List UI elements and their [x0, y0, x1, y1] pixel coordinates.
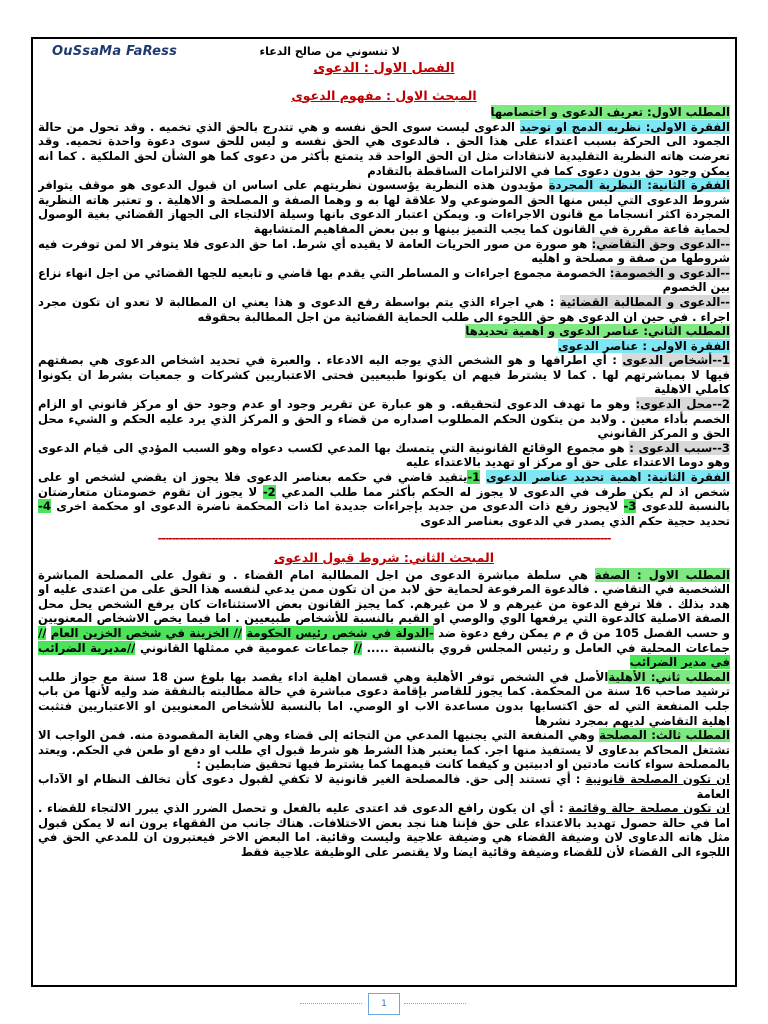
paragraph: 2--محل الدعوى: وهو ما تهدف الدعوى لتحقيقه. و هو عبارة عن تقرير وجود او عدم وجود حق او مركز قانوني او الزام الخصم بأداء معين . ولابد من يتكون الحكم المطلوب اصداره من قضاء و الحق و المركز الذي يرد عليه الحكم و الشيء محل الحق و المركز القانوني	[38, 397, 730, 441]
section-title-2: المبحث الثاني: شروط قبول الدعوى	[273, 550, 495, 565]
paragraph: الفقرة الاولى: نظريه الدمج او توحيد الدعوى ليست سوى الحق نفسه و هي تتدرج بالحق الذي تخميه . وقد تحول من حالة الجمود الى الحركة بسبب اعتداء على هذا الحق . فالدعوى هي الحق نفسه و ليس للحق سوى دعوة واحدة تحميه. وقد تعرضت هاته النظرية التقليدية لانتقادات مثل ان الحق الواحد قد يتمتع بأكثر من دعوى كما هو الشأن لحق الملكية . كما انه يمكن وجود حق بدون دعوى كما في الالتزامات الساقطة بالتقادم	[38, 119, 730, 178]
paragraph: الفقرة الثانية: اهمية تحديد عناصر الدعوى 1-يتقيد قاضي في حكمه بعناصر الدعوى فلا يجوز ان يقضي لشخص او على شخص اذ لم يكن طرف في الدعوى لا يجوز له الحكم بأكثر مما طلب المدعي 2- لا يجوز ان تقوم خصومتان متعارضتان بالنسبة للدعوى 3- لايجوز رفع ذات الدعوى من جديد بإجراءات جديدة اما ذات المحكمة ناضرة الدعوى او محكمة اخرى 4-تحديد حجية حكم الذي يصدر في الدعوى بعناصر الدعوى	[38, 470, 730, 528]
paragraph: المطلب ثالث: المصلحة وهي المنفعة التي يجنيها المدعي من التجائه إلى قضاء وهي الغاية المقصودة منه. فمن الواجب الا تشتغل المحاكم بدعاوى لا يستفيذ منها اجر. كما يعتبر هذا الشرط هو شرط قبول اي طلب او دفع او طعن في الحكم. ويعتد بالمصلحة سواء كانت مادتين او ادبيتين و كيفما كانت قيمهما كما يشترط فيها تحقيق ضابطين :	[38, 728, 730, 772]
paragraph: --الدعوى و المطالبة القضائية : هي اجراء الذي يتم بواسطة رفع الدعوى و هذا يعني ان المطالبة لا تعدو ان تكون مجرد اجراء . في حين ان الدعوى هو حق اللجوء الى طلب الحماية القضائية من اجل المطالبة بحقوقه	[38, 294, 730, 324]
section-separator: -------------------------------------------------------------------------------------------------------------------------------	[157, 532, 611, 546]
subsection-heading: المطلب الاول: تعريف الدعوى و اختصاصها	[490, 105, 730, 120]
header-motto: لا تنسوني من صالح الدعاء	[259, 45, 400, 58]
subsection-heading: المطلب الثاني: عناصر الدعوى و اهمية تحديدها	[465, 324, 730, 339]
page-header	[38, 42, 730, 60]
paragraph: المطلب ثاني: الأهليةالأصل في الشخص توفر الأهلية وهي قسمان اهلية اداء يقصد بها بلوغ سن 18 سنة مع جواز طلب ترشيد صاحب 16 سنة من المحكمة. كما يجوز للقاصر بإقامة دعوى مباشرة في حالة مطالبته بالنفقة ضد وليه لأنها من باب جلب المنفعة التي له حق اكتسابها بدون مساعدة الاب او الوصي. اما بالنسبة للأشخاص المعنويين او الاعتباريين فتثبت اهلية التقاضي لديهم بمجرد نشرها	[38, 669, 730, 728]
paragraph: ان تكون مصلحة حالة وقائمة : أي ان يكون رافع الدعوى قد اعتدى عليه بالفعل و تحصل الضرر الذي يبرر الالتجاء للقضاء . اما في حالة حصول تهديد بالاعتداء على حق فإننا هنا نجد بعض الاختلافات. هناك جانب من الفقهاء يرون انه لا يمكن قبول مثل هاته الدعاوى لان وضيفة القضاء هي وضيفة علاجية وليست وقائية. اما البعض الاخر فيعتبرون ان للمدعي الحق في اللجوء الى القضاء لأن للقضاء وضيفة وقائية ايضا ولا يقتصر على الوظيفة علاجية فقط	[38, 801, 730, 859]
page-number-ornament-right	[404, 1003, 466, 1005]
document-page	[38, 42, 730, 982]
paragraph: الفقرة الثانية: النظرية المجردة مؤيدون هذه النظرية يؤسسون نظريتهم على اساس ان قبول الدعوى هو موقف يتوافر شروط الدعوى التي ليس منها الحق الموضوعي ولا علاقة لها به و وهما الصفة و المصلحة و الاهلية . و تعتبر هاته النظرية المجردة اكثر انسجاما مع قانون الاجراءات و. ويمكن اعتبار الدعوى بانها وسيلة الالتجاء الى الجهاز القضائي بغية الوصول لحماية قاعة مقررة في القانون كما يجب التميز بينها و بين بعض المفاهيم المتشابهة	[38, 178, 730, 236]
subsection-heading: الفقرة الاولى : عناصر الدعوى	[557, 338, 730, 353]
section-title-1: المبحث الاول : مفهوم الدعوى	[291, 87, 477, 103]
paragraph: 1--أشخاص الدعوى : أي اطرافها و هو الشخص الذي يوجه اليه الادعاء . والعبرة في تحديد اشخاص الدعوى هي بصفتهم فيها لا بمباشرتهم لها . كما لا يشترط فيهم ان يكونوا طبيعيين فحتى الاعتباريين كشركات و جمعيات بشرط ان يكونوا كاملي الاهلية	[38, 353, 730, 397]
page-number: 1	[368, 993, 400, 1015]
page-number-ornament-left	[300, 1003, 362, 1005]
paragraph: --الدعوى و الخصومة: الخصومة مجموع اجراءات و المساطر التي يقدم بها قاضي و تابعيه للجها القضائي من اجل انهاء نزاع بين الخصوم	[38, 265, 730, 295]
paragraph: 3--سبب الدعوى : هو مجموع الوقائع القانونية التي يتمسك بها المدعي لكسب دعواه وهو السبب المؤدي الى قيام الدعوى وهو دوما الاعتداء على حق او مركز او تهديد بالاعتداء عليه	[38, 440, 730, 470]
paragraph: ان تكون المصلحة قانونية : أي تستند إلى حق. فالمصلحة الغير قانونية لا تكفي لقبول دعوى كأن تخالف النظام او الآداب العامة	[38, 771, 730, 801]
paragraph: المطلب الاول : الصفة هي سلطة مباشرة الدعوى من اجل المطالبة امام القضاء . و تقول على المصلحة المباشرة الشخصية في التقاضي . فالدعوة المرفوعة لحماية حق لابد من ان تكون ممن يدعي لنفسه هذا الحق على من اعتدى عليه او هدد بذلك . فلا ترفع الدعوة من غيرهم و لا من غيرهم. كما يجيز القانون بعض الاستثناءات كان يرفع الشخص يحل محل الصفة الاصلية كالدعوة التي يرفعها الوي والوصي او القيم بالنسبة للأشخاص طبيعيين . اما فيما يخص الاشخاص المعنويين و حسب الفصل 105 من ق م م يمكن رفع دعوة ضد -الدولة في شخص رئيس الحكومة // الخزينة في شخص الخزين العام // جماعات المحلية في العامل و رئيس المجلس قروي بالنسبة ..... // جماعات عمومية في ممثلها القانوني //مديرية الضرائب في مدير الضرائب	[38, 567, 730, 670]
chapter-title: الفصل الاول : الدعوى	[313, 61, 455, 76]
paragraph: --الدعوى وحق التقاضي: هو صورة من صور الحريات العامة لا يقيده أي شرط. اما حق الدعوى فلا يتوفر الا لمن توفرت فيه شروطها من صفة و مصلحة و اهليه	[38, 236, 730, 266]
author-name: OuSsaMa FaRess	[52, 44, 178, 59]
